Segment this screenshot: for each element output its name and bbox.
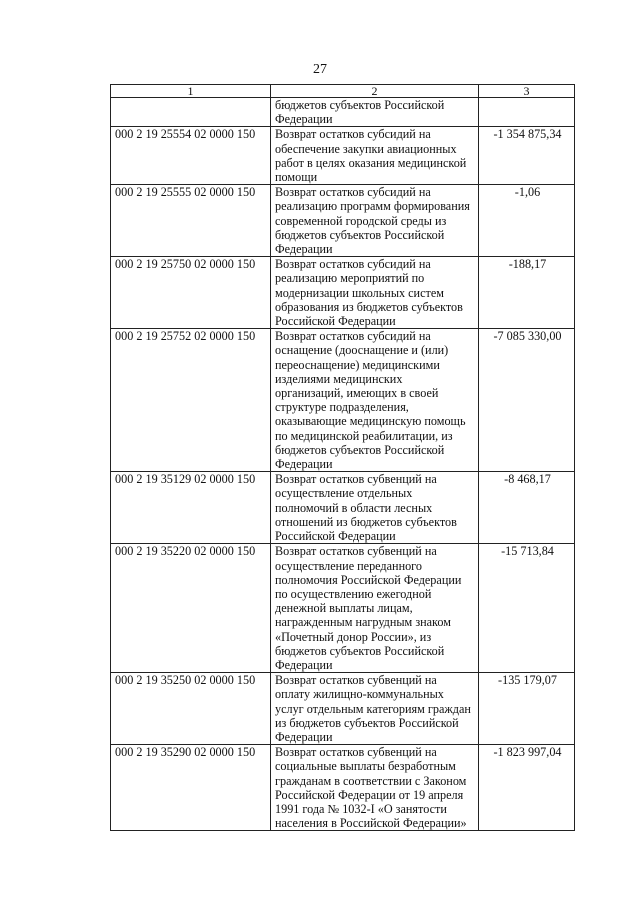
description-line: бюджетов субъектов Российской (275, 227, 445, 242)
description-line: из бюджетов субъектов Российской (275, 715, 459, 730)
description-line: работ в целях оказания медицинской (275, 155, 467, 170)
description-cell (271, 544, 479, 673)
description-line: организаций, имеющих в своей (275, 386, 439, 401)
description-line: Возврат остатков субвенций на (275, 745, 437, 760)
description-line: Федерации (275, 657, 333, 672)
description-line: «Почетный донор России», из (275, 629, 432, 644)
description-line: Возврат остатков субсидий на (275, 257, 431, 272)
description-cell (271, 472, 479, 544)
description-line: реализацию мероприятий по (275, 271, 425, 286)
description-line: по осуществлению ежегодной (275, 586, 432, 601)
description-cell (271, 98, 479, 127)
description-line: модернизации школьных систем (275, 285, 444, 300)
description-line: награжденным нагрудным знаком (275, 615, 451, 630)
amount-cell: -1 354 875,34 (479, 127, 575, 185)
amount-cell (479, 98, 575, 127)
table-row (111, 257, 575, 329)
description-line: бюджетов субъектов Российской (275, 442, 445, 457)
table-row (111, 544, 575, 673)
budget-code-cell: 000 2 19 25752 02 0000 150 (111, 329, 271, 472)
description-cell (271, 745, 479, 831)
table-row (111, 98, 575, 127)
budget-code-cell: 000 2 19 35290 02 0000 150 (111, 745, 271, 831)
description-line: оснащение (дооснащение и (или) (275, 343, 449, 358)
description-cell (271, 185, 479, 257)
description-line: Федерации (275, 729, 333, 744)
description-line: социальные выплаты безработным (275, 759, 456, 774)
description-line: реализацию программ формирования (275, 199, 470, 214)
page-number: 27 (313, 62, 327, 77)
description-line: современной городской среды из (275, 213, 447, 228)
description-line: Возврат остатков субвенций на (275, 673, 437, 688)
description-line: бюджетов субъектов Российской (275, 98, 445, 112)
description-line: помощи (275, 170, 318, 185)
description-line: структуре подразделения, (275, 400, 409, 415)
description-line: Возврат остатков субвенций на (275, 472, 437, 487)
table-row (111, 127, 575, 185)
amount-cell: -1 823 997,04 (479, 745, 575, 831)
budget-table (110, 84, 575, 831)
description-line: осуществление переданного (275, 558, 422, 573)
description-cell (271, 673, 479, 745)
description-line: гражданам в соответствии с Законом (275, 773, 467, 788)
description-line: Возврат остатков субвенций на (275, 544, 437, 559)
budget-code-cell: 000 2 19 25554 02 0000 150 (111, 127, 271, 185)
description-line: Федерации (275, 112, 333, 127)
description-line: полномочий в области лесных (275, 500, 433, 515)
amount-cell: -135 179,07 (479, 673, 575, 745)
description-line: осуществление отдельных (275, 486, 413, 501)
budget-code-cell (111, 98, 271, 127)
description-line: бюджетов субъектов Российской (275, 643, 445, 658)
description-line: по медицинской реабилитации, из (275, 428, 453, 443)
amount-cell: -8 468,17 (479, 472, 575, 544)
description-line: Возврат остатков субсидий на (275, 185, 431, 200)
table-header-row (111, 85, 575, 98)
table-row (111, 745, 575, 831)
column-header-description: 2 (271, 85, 479, 98)
column-header-amount: 3 (479, 85, 575, 98)
budget-code-cell: 000 2 19 35220 02 0000 150 (111, 544, 271, 673)
description-line: Российской Федерации (275, 529, 396, 544)
description-line: изделиями медицинских (275, 371, 403, 386)
description-line: Федерации (275, 457, 333, 472)
description-line: населения в Российской Федерации» (275, 816, 467, 831)
description-line: Возврат остатков субсидий на (275, 127, 431, 142)
budget-code-cell: 000 2 19 35129 02 0000 150 (111, 472, 271, 544)
budget-code-cell: 000 2 19 35250 02 0000 150 (111, 673, 271, 745)
description-line: обеспечение закупки авиационных (275, 141, 457, 156)
description-line: оказывающие медицинскую помощь (275, 414, 466, 429)
description-line: Российской Федерации (275, 314, 396, 329)
amount-cell: -7 085 330,00 (479, 329, 575, 472)
column-header-code: 1 (111, 85, 271, 98)
description-line: Российской Федерации от 19 апреля (275, 787, 464, 802)
description-line: переоснащение) медицинскими (275, 357, 440, 372)
description-line: образования из бюджетов субъектов (275, 299, 463, 314)
budget-code-cell: 000 2 19 25750 02 0000 150 (111, 257, 271, 329)
table-row (111, 472, 575, 544)
description-line: 1991 года № 1032-I «О занятости (275, 801, 447, 816)
description-line: полномочия Российской Федерации (275, 572, 462, 587)
description-line: услуг отдельным категориям граждан (275, 701, 471, 716)
table-row (111, 673, 575, 745)
description-line: оплату жилищно-коммунальных (275, 687, 444, 702)
description-line: Возврат остатков субсидий на (275, 329, 431, 344)
description-line: денежной выплаты лицам, (275, 601, 413, 616)
amount-cell: -1,06 (479, 185, 575, 257)
table-row (111, 185, 575, 257)
table-body (111, 98, 575, 831)
description-line: отношений из бюджетов субъектов (275, 514, 457, 529)
description-cell (271, 257, 479, 329)
description-cell (271, 329, 479, 472)
amount-cell: -15 713,84 (479, 544, 575, 673)
description-cell (271, 127, 479, 185)
amount-cell: -188,17 (479, 257, 575, 329)
description-line: Федерации (275, 242, 333, 257)
table-row (111, 329, 575, 472)
budget-code-cell: 000 2 19 25555 02 0000 150 (111, 185, 271, 257)
